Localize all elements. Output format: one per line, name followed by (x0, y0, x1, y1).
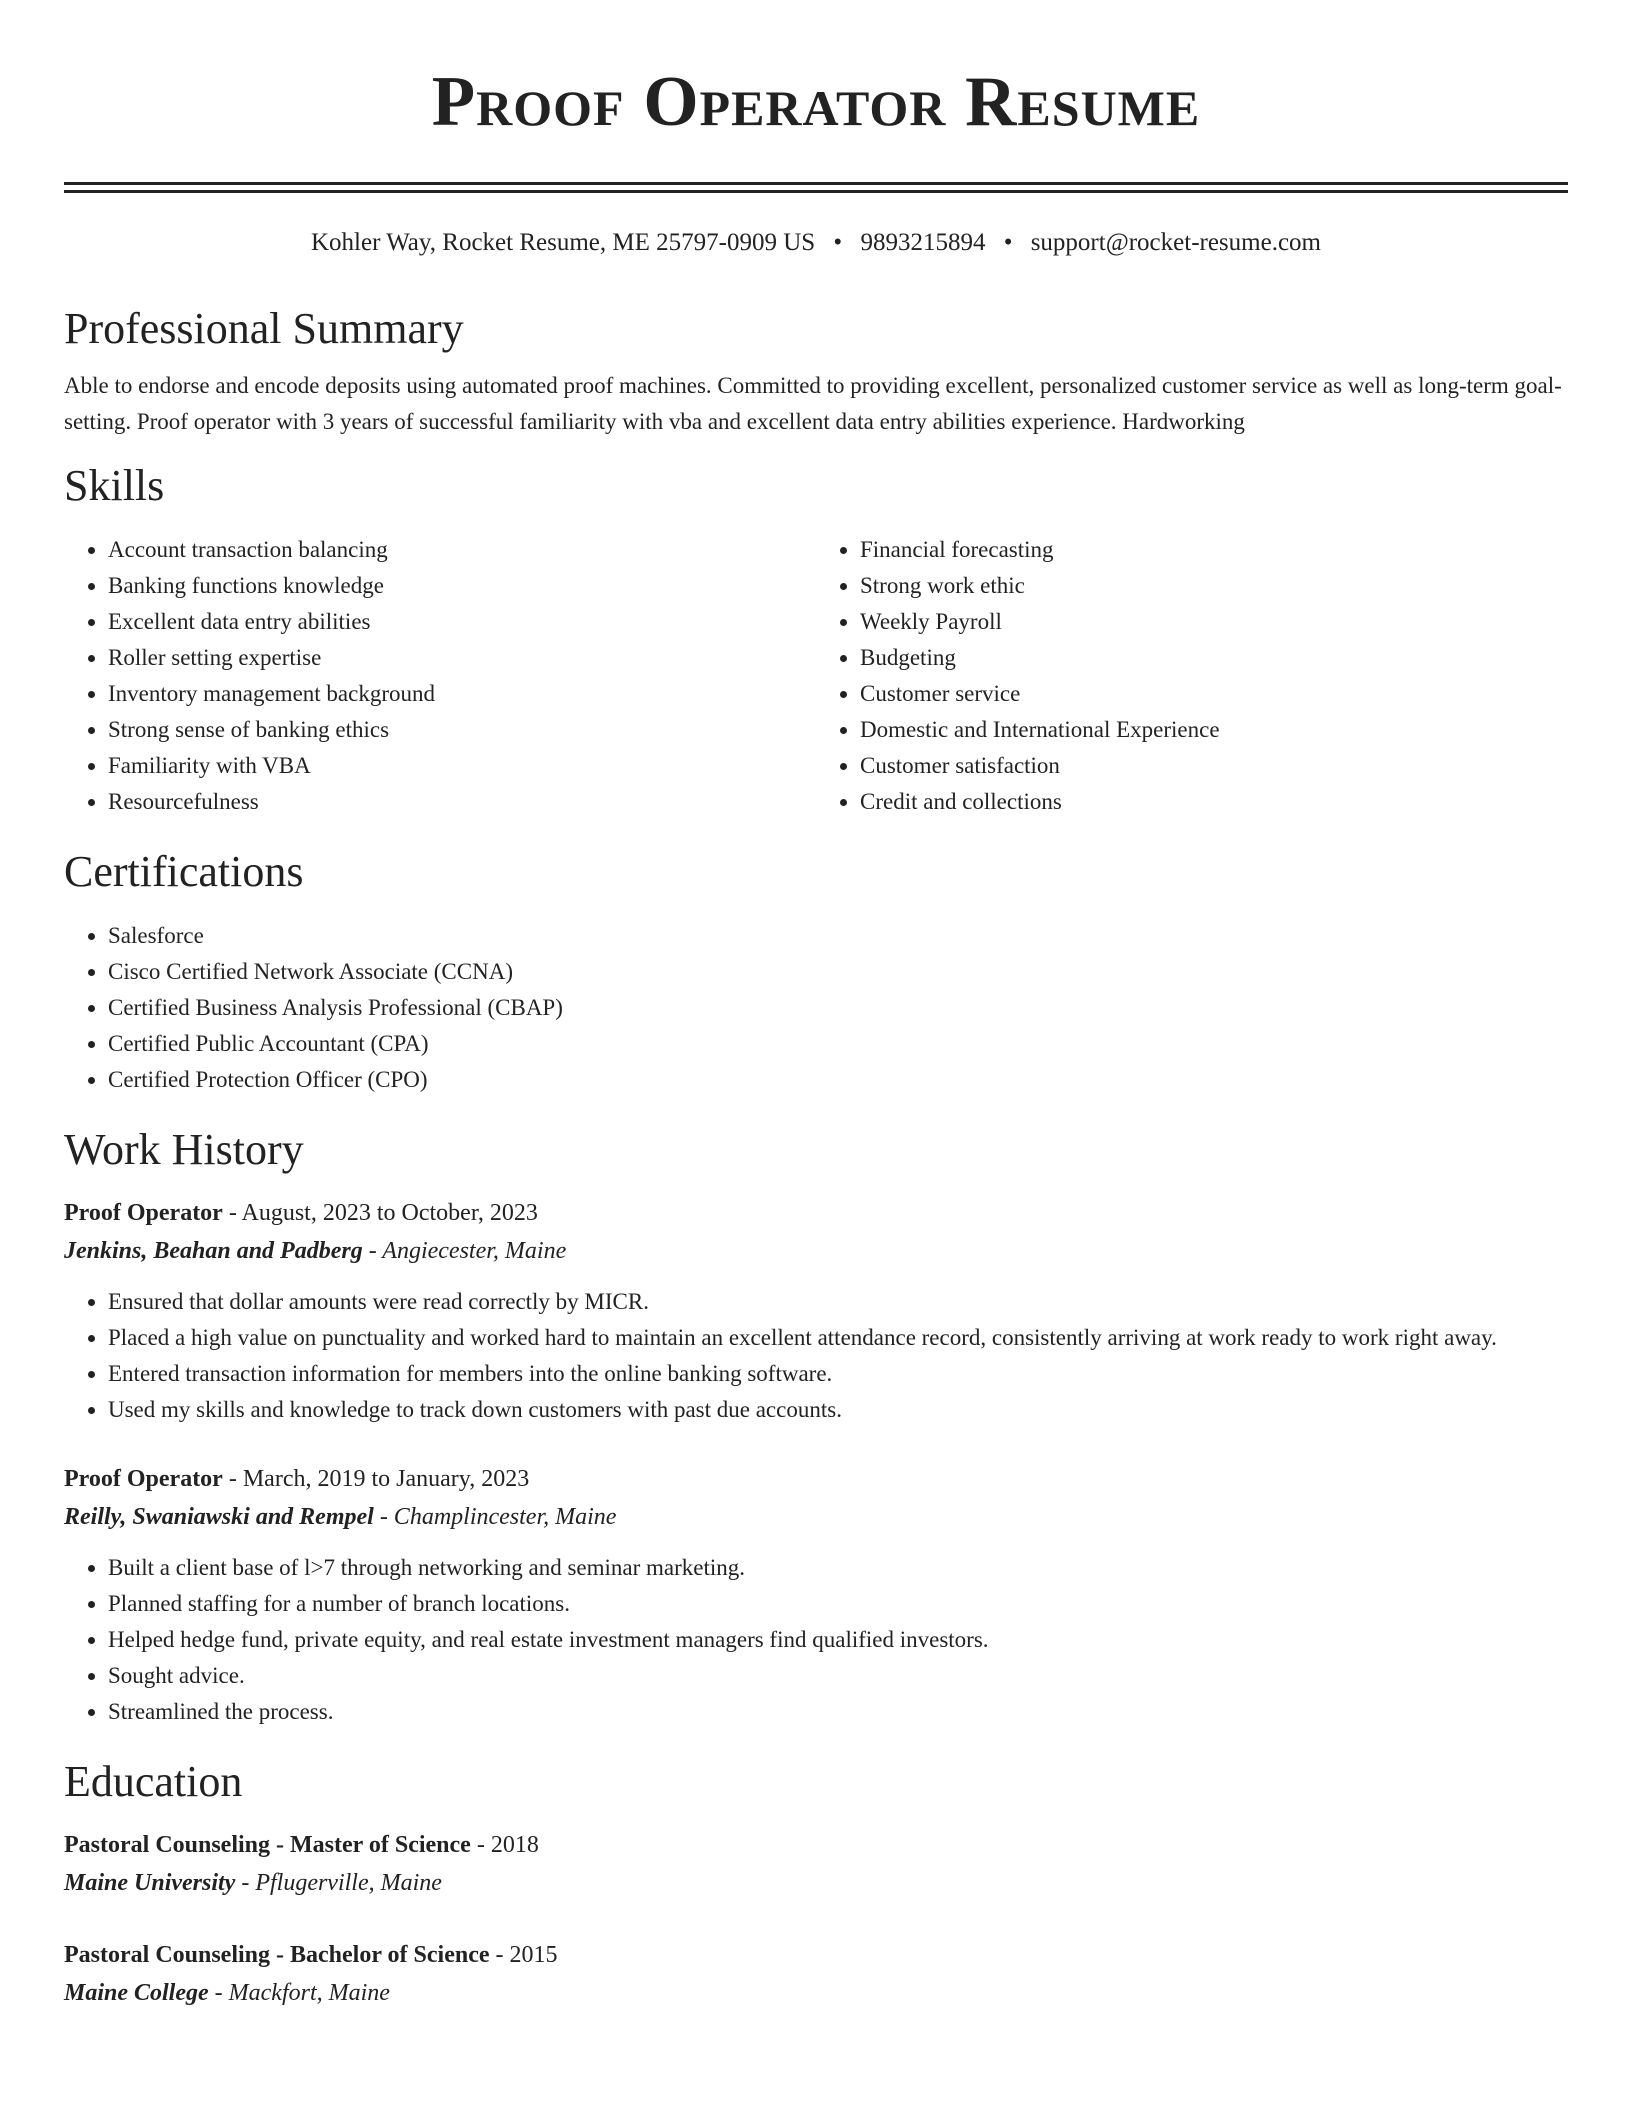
skills-heading: Skills (64, 461, 165, 510)
skill-item: • Inventory management background (108, 676, 816, 712)
job-duty: • Built a client base of l>7 through networking and seminar marketing. (108, 1550, 1568, 1586)
degree-line (64, 1936, 1568, 1974)
job-duty: • Streamlined the process. (108, 1694, 1568, 1730)
certification-item: • Certified Protection Officer (CPO) (108, 1062, 1568, 1098)
skill-item: • Strong work ethic (860, 568, 1568, 604)
skills-section (64, 458, 1568, 820)
job-duty: • Planned staffing for a number of branch locations. (108, 1586, 1568, 1622)
certification-item: • Certified Public Accountant (CPA) (108, 1026, 1568, 1062)
contact-email: support@rocket-resume.com (1030, 229, 1321, 256)
certifications-heading: Certifications (64, 847, 304, 896)
job-company: Jenkins, Beahan and Padberg (64, 1238, 363, 1264)
contact-separator: • (1003, 229, 1013, 256)
job-duties-list (64, 1550, 1568, 1730)
title-divider (64, 182, 1568, 193)
skills-list-right (816, 532, 1568, 820)
education-entry (64, 1936, 1568, 2012)
education-entry (64, 1826, 1568, 1902)
contact-separator: • (833, 229, 843, 256)
certifications-section (64, 844, 1568, 1098)
job-company-line (64, 1498, 1568, 1536)
contact-phone: 9893215894 (860, 229, 986, 256)
job-title: Proof Operator (64, 1466, 223, 1492)
skill-item: • Banking functions knowledge (108, 568, 816, 604)
skill-item: • Familiarity with VBA (108, 748, 816, 784)
education-heading: Education (64, 1757, 243, 1806)
job-duty: • Ensured that dollar amounts were read correctly by MICR. (108, 1284, 1568, 1320)
job-location: - Champlincester, Maine (373, 1504, 617, 1530)
skill-item: • Account transaction balancing (108, 532, 816, 568)
certification-item: • Salesforce (108, 918, 1568, 954)
degree: Pastoral Counseling - Master of Science (64, 1832, 471, 1858)
job-dates: - March, 2019 to January, 2023 (222, 1466, 530, 1492)
skill-item: • Customer service (860, 676, 1568, 712)
skill-item: • Strong sense of banking ethics (108, 712, 816, 748)
summary-text: Able to endorse and encode deposits using automated proof machines. Committed to providing excellent, personalized customer service as well as long-term goal-setting. Proof operator with 3 years of successful familiarity with vba and excellent data entry abilities experience. Hardworking (64, 373, 1562, 434)
job-title-line (64, 1194, 1568, 1232)
degree: Pastoral Counseling - Bachelor of Science (64, 1942, 490, 1968)
job-entry (64, 1194, 1568, 1428)
job-title: Proof Operator (64, 1200, 223, 1226)
degree-line (64, 1826, 1568, 1864)
skill-item: • Customer satisfaction (860, 748, 1568, 784)
contact-line (64, 227, 1568, 259)
skill-item: • Resourcefulness (108, 784, 816, 820)
school: Maine University (64, 1870, 236, 1896)
school-line (64, 1864, 1568, 1902)
graduation-year: - 2018 (470, 1832, 539, 1858)
graduation-year: - 2015 (489, 1942, 558, 1968)
skill-item: • Financial forecasting (860, 532, 1568, 568)
job-duty: • Used my skills and knowledge to track down customers with past due accounts. (108, 1392, 1568, 1428)
skill-item: • Credit and collections (860, 784, 1568, 820)
skill-item: • Roller setting expertise (108, 640, 816, 676)
skill-item: • Budgeting (860, 640, 1568, 676)
certification-item: • Cisco Certified Network Associate (CCNA) (108, 954, 1568, 990)
school-line (64, 1974, 1568, 2012)
job-company-line (64, 1232, 1568, 1270)
skill-item: • Excellent data entry abilities (108, 604, 816, 640)
job-duty: • Sought advice. (108, 1658, 1568, 1694)
education-section (64, 1754, 1568, 2012)
school-location: - Mackfort, Maine (208, 1980, 390, 2006)
skills-columns (64, 532, 1568, 820)
school: Maine College (64, 1980, 209, 2006)
job-duties-list (64, 1284, 1568, 1428)
school-location: - Pflugerville, Maine (235, 1870, 442, 1896)
certification-item: • Certified Business Analysis Professional (CBAP) (108, 990, 1568, 1026)
summary-heading: Professional Summary (64, 304, 464, 353)
work-history-heading: Work History (64, 1125, 304, 1174)
work-history-section (64, 1122, 1568, 1730)
skill-item: • Weekly Payroll (860, 604, 1568, 640)
job-location: - Angiecester, Maine (362, 1238, 567, 1264)
resume-title: Proof Operator Resume (431, 63, 1201, 141)
job-entry (64, 1460, 1568, 1730)
contact-address: Kohler Way, Rocket Resume, ME 25797-0909 US (310, 229, 816, 256)
job-duty: • Entered transaction information for members into the online banking software. (108, 1356, 1568, 1392)
summary-section (64, 301, 1568, 440)
certifications-list (64, 918, 1568, 1098)
skills-list-left (64, 532, 816, 820)
job-duty: • Placed a high value on punctuality and worked hard to maintain an excellent attendance record, consistently arriving at work ready to work right away. (108, 1320, 1568, 1356)
job-dates: - August, 2023 to October, 2023 (222, 1200, 538, 1226)
job-duty: • Helped hedge fund, private equity, and real estate investment managers find qualified investors. (108, 1622, 1568, 1658)
job-company: Reilly, Swaniawski and Rempel (64, 1504, 374, 1530)
job-title-line (64, 1460, 1568, 1498)
skill-item: • Domestic and International Experience (860, 712, 1568, 748)
